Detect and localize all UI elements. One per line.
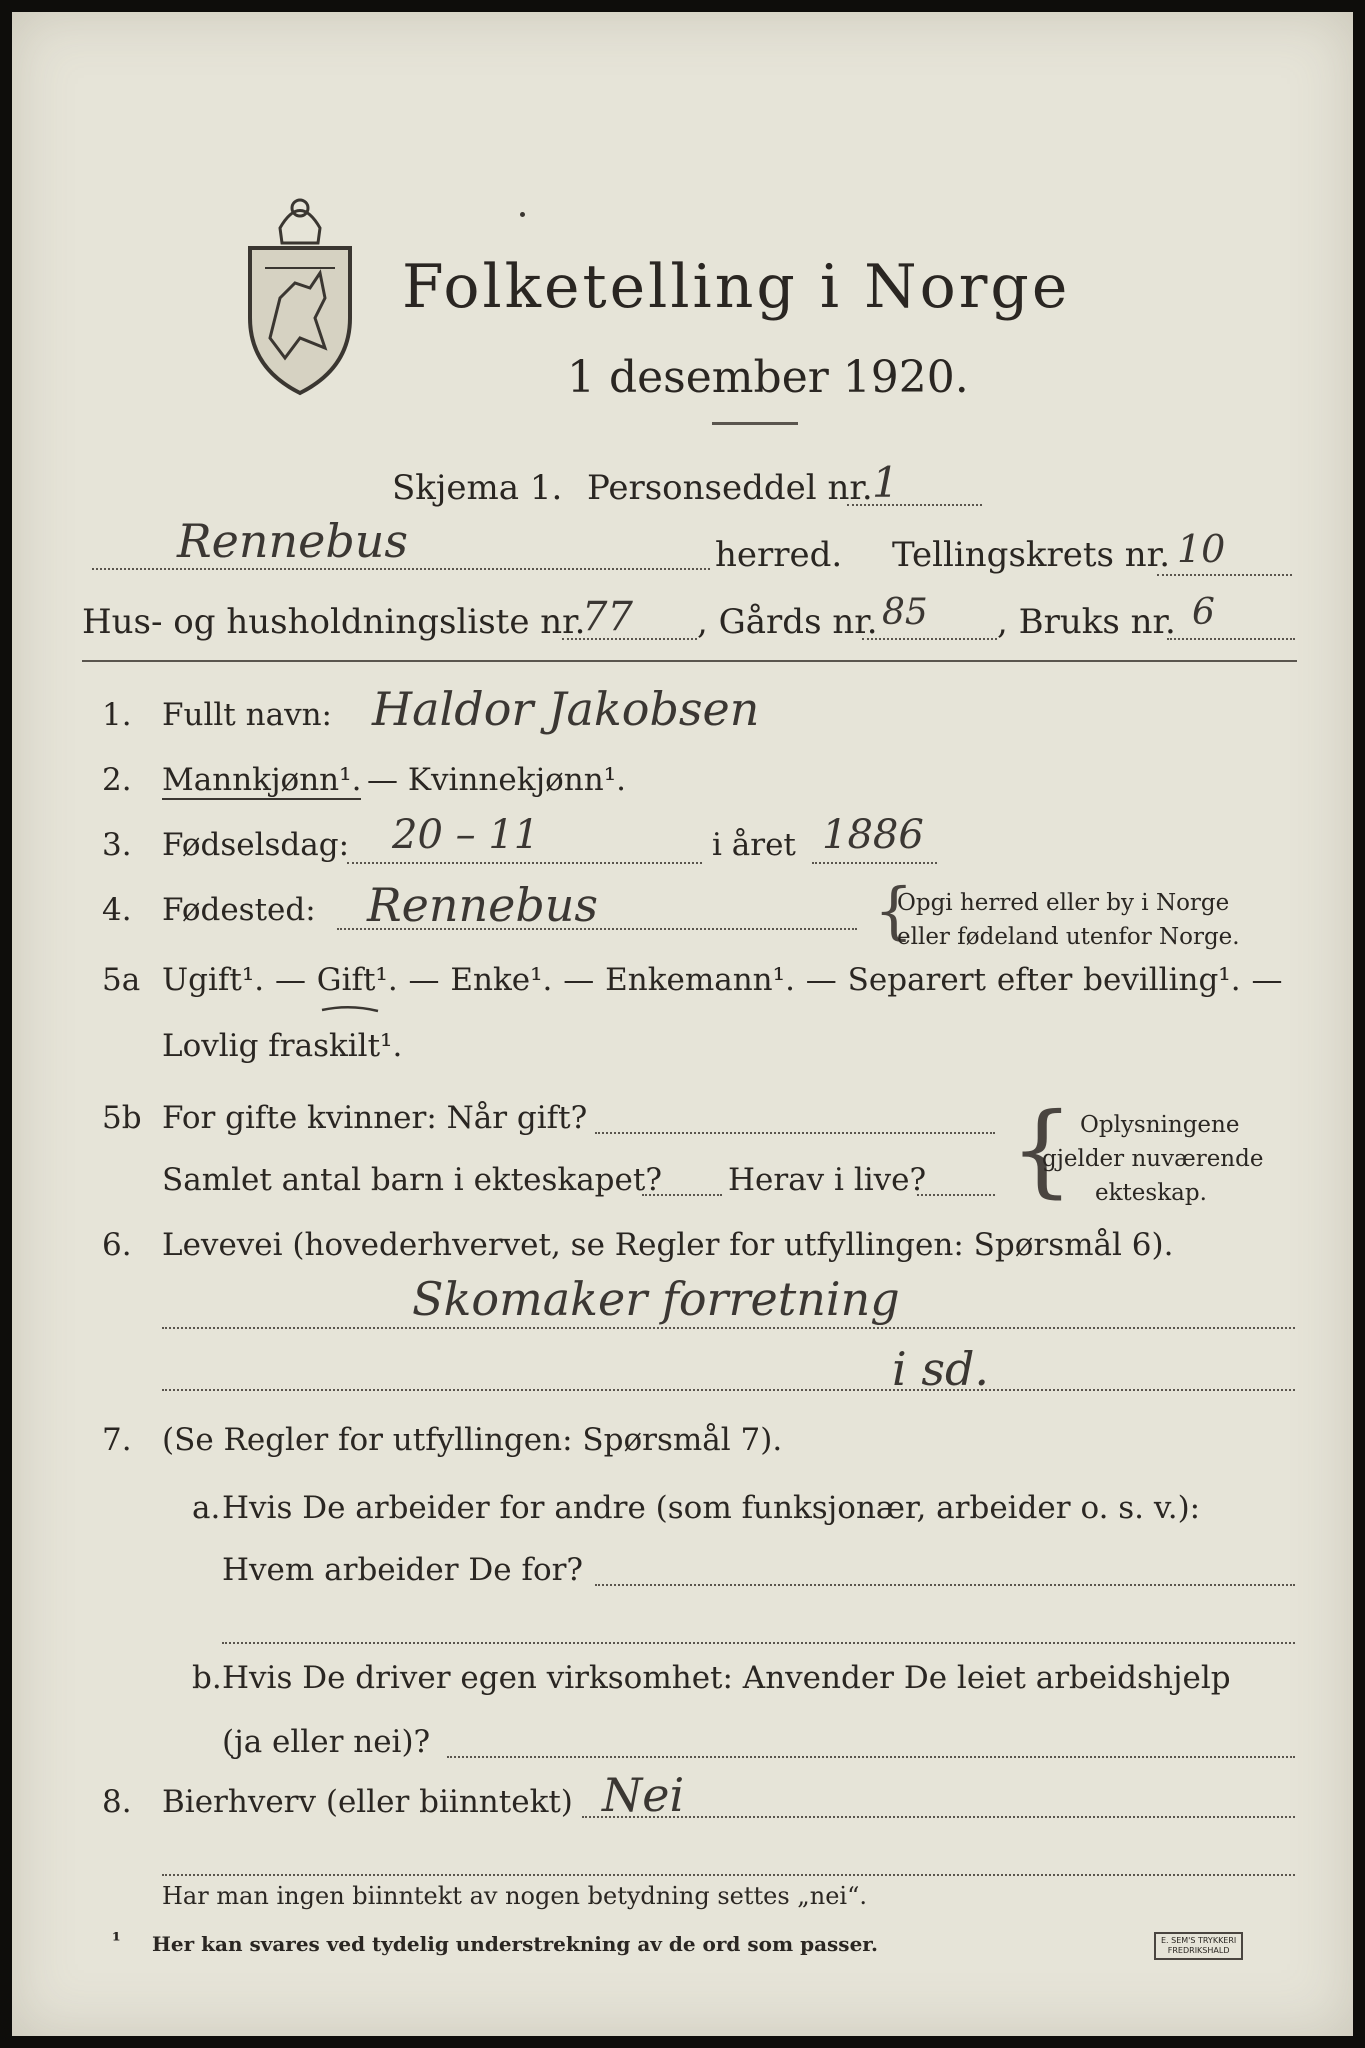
q7b-line xyxy=(447,1756,1295,1758)
tellingskrets-value: 10 xyxy=(1177,527,1226,571)
q8-line-1 xyxy=(582,1816,1295,1818)
q6-line-2 xyxy=(162,1389,1295,1391)
q4-number: 4. xyxy=(102,892,132,928)
personseddel-label: Personseddel nr. xyxy=(587,468,873,508)
stamp-line-2: FREDRIKSHALD xyxy=(1167,1946,1230,1955)
q5b-number: 5b xyxy=(102,1100,142,1136)
herred-label: herred. xyxy=(715,535,843,575)
q1-value: Haldor Jakobsen xyxy=(372,682,760,736)
q4-label: Fødested: xyxy=(162,892,316,928)
coat-of-arms-icon xyxy=(240,188,360,398)
q3-number: 3. xyxy=(102,827,132,863)
husliste-line xyxy=(562,638,697,640)
q2-female-option: — Kvinnekjønn¹. xyxy=(367,762,626,798)
q5b-note-1: Oplysningene xyxy=(1080,1112,1240,1138)
q3-year-label: i året xyxy=(712,827,796,863)
q7a-line-2 xyxy=(222,1642,1295,1644)
census-date: 1 desember 1920. xyxy=(567,352,969,403)
biinntekt-note: Har man ingen biinntekt av nogen betydning settes „nei“. xyxy=(162,1882,867,1910)
q7a-line-1 xyxy=(595,1584,1295,1586)
q5b-note-2: gjelder nuværende xyxy=(1042,1146,1264,1172)
q7b-text-2: (ja eller nei)? xyxy=(222,1724,431,1760)
census-form-page xyxy=(12,12,1353,2036)
q3-year-value: 1886 xyxy=(822,812,924,858)
q6-line-1 xyxy=(162,1327,1295,1329)
q8-number: 8. xyxy=(102,1784,132,1820)
q7a-text-2: Hvem arbeider De for? xyxy=(222,1552,584,1588)
q5a-options-2: Lovlig fraskilt¹. xyxy=(162,1028,403,1064)
q8-label: Bierhverv (eller biinntekt) xyxy=(162,1784,573,1820)
q5b-line-3 xyxy=(917,1194,995,1196)
q8-line-2 xyxy=(162,1874,1295,1876)
bruks-label: , Bruks nr. xyxy=(997,602,1176,642)
q7b-letter: b. xyxy=(192,1660,222,1696)
q5b-brace: { xyxy=(1010,1091,1074,1208)
q4-line xyxy=(337,928,857,930)
husliste-value: 77 xyxy=(582,594,633,640)
ink-dot xyxy=(520,212,525,217)
q6-label: Levevei (hovederhvervet, se Regler for utfyllingen: Spørsmål 6). xyxy=(162,1227,1174,1263)
gards-line xyxy=(862,638,997,640)
q5a-options: Ugift¹. — Gift¹. — Enke¹. — Enkemann¹. — Separert efter bevilling¹. — xyxy=(162,962,1283,998)
q4-note-1: Opgi herred eller by i Norge xyxy=(897,890,1230,916)
gards-value: 85 xyxy=(882,592,928,633)
q5b-line-2 xyxy=(642,1194,722,1196)
q6-number: 6. xyxy=(102,1227,132,1263)
title-rule xyxy=(712,422,798,425)
q2-male-option: Mannkjønn¹. xyxy=(162,762,362,798)
personseddel-line xyxy=(847,504,982,506)
page-title: Folketelling i Norge xyxy=(402,252,1071,322)
q4-value: Rennebus xyxy=(367,878,599,932)
footnote-mark: ¹ xyxy=(112,1928,121,1952)
herred-value: Rennebus xyxy=(177,514,409,568)
q7-number: 7. xyxy=(102,1422,132,1458)
q8-value: Nei xyxy=(602,1768,685,1822)
q4-brace: { xyxy=(874,874,914,947)
q4-note-2: eller fødeland utenfor Norge. xyxy=(897,924,1240,950)
q3-label: Fødselsdag: xyxy=(162,827,350,863)
schema-label: Skjema 1. xyxy=(392,468,563,508)
husliste-label: Hus- og husholdningsliste nr. xyxy=(82,602,586,642)
q2-number: 2. xyxy=(102,762,132,798)
bruks-value: 6 xyxy=(1192,592,1215,633)
q7b-text: Hvis De driver egen virksomhet: Anvender De leiet arbeidshjelp xyxy=(222,1660,1231,1696)
footnote: Her kan svares ved tydelig understrekning av de ord som passer. xyxy=(152,1932,878,1956)
q3-line xyxy=(347,862,702,864)
q7-label: (Se Regler for utfyllingen: Spørsmål 7). xyxy=(162,1422,783,1458)
gift-underline xyxy=(320,1002,380,1016)
q5b-note-3: ekteskap. xyxy=(1095,1180,1207,1206)
q3-value: 20 – 11 xyxy=(392,812,540,858)
bruks-line xyxy=(1167,638,1295,640)
q1-number: 1. xyxy=(102,697,132,733)
q5a-number: 5a xyxy=(102,962,141,998)
q1-label: Fullt navn: xyxy=(162,697,332,733)
q6-value-2: i sd. xyxy=(892,1342,990,1396)
personseddel-value: 1 xyxy=(872,458,899,507)
q5b-label-2: Samlet antal barn i ekteskapet? xyxy=(162,1162,662,1198)
q7a-letter: a. xyxy=(192,1490,221,1526)
q6-value-1: Skomaker forretning xyxy=(412,1272,900,1326)
tellingskrets-line xyxy=(1157,574,1292,576)
q7a-text: Hvis De arbeider for andre (som funksjonær, arbeider o. s. v.): xyxy=(222,1490,1201,1526)
printer-stamp xyxy=(1154,1932,1243,1960)
q5b-label-3: Herav i live? xyxy=(728,1162,927,1198)
gards-label: , Gårds nr. xyxy=(697,602,878,642)
tellingskrets-label: Tellingskrets nr. xyxy=(892,535,1171,575)
herred-line xyxy=(92,568,710,570)
q5b-label-1: For gifte kvinner: Når gift? xyxy=(162,1100,588,1136)
section-divider xyxy=(82,660,1297,662)
q3-year-line xyxy=(812,862,937,864)
q5b-line-1 xyxy=(595,1132,995,1134)
stamp-line-1: E. SEM'S TRYKKERI xyxy=(1161,1936,1237,1945)
